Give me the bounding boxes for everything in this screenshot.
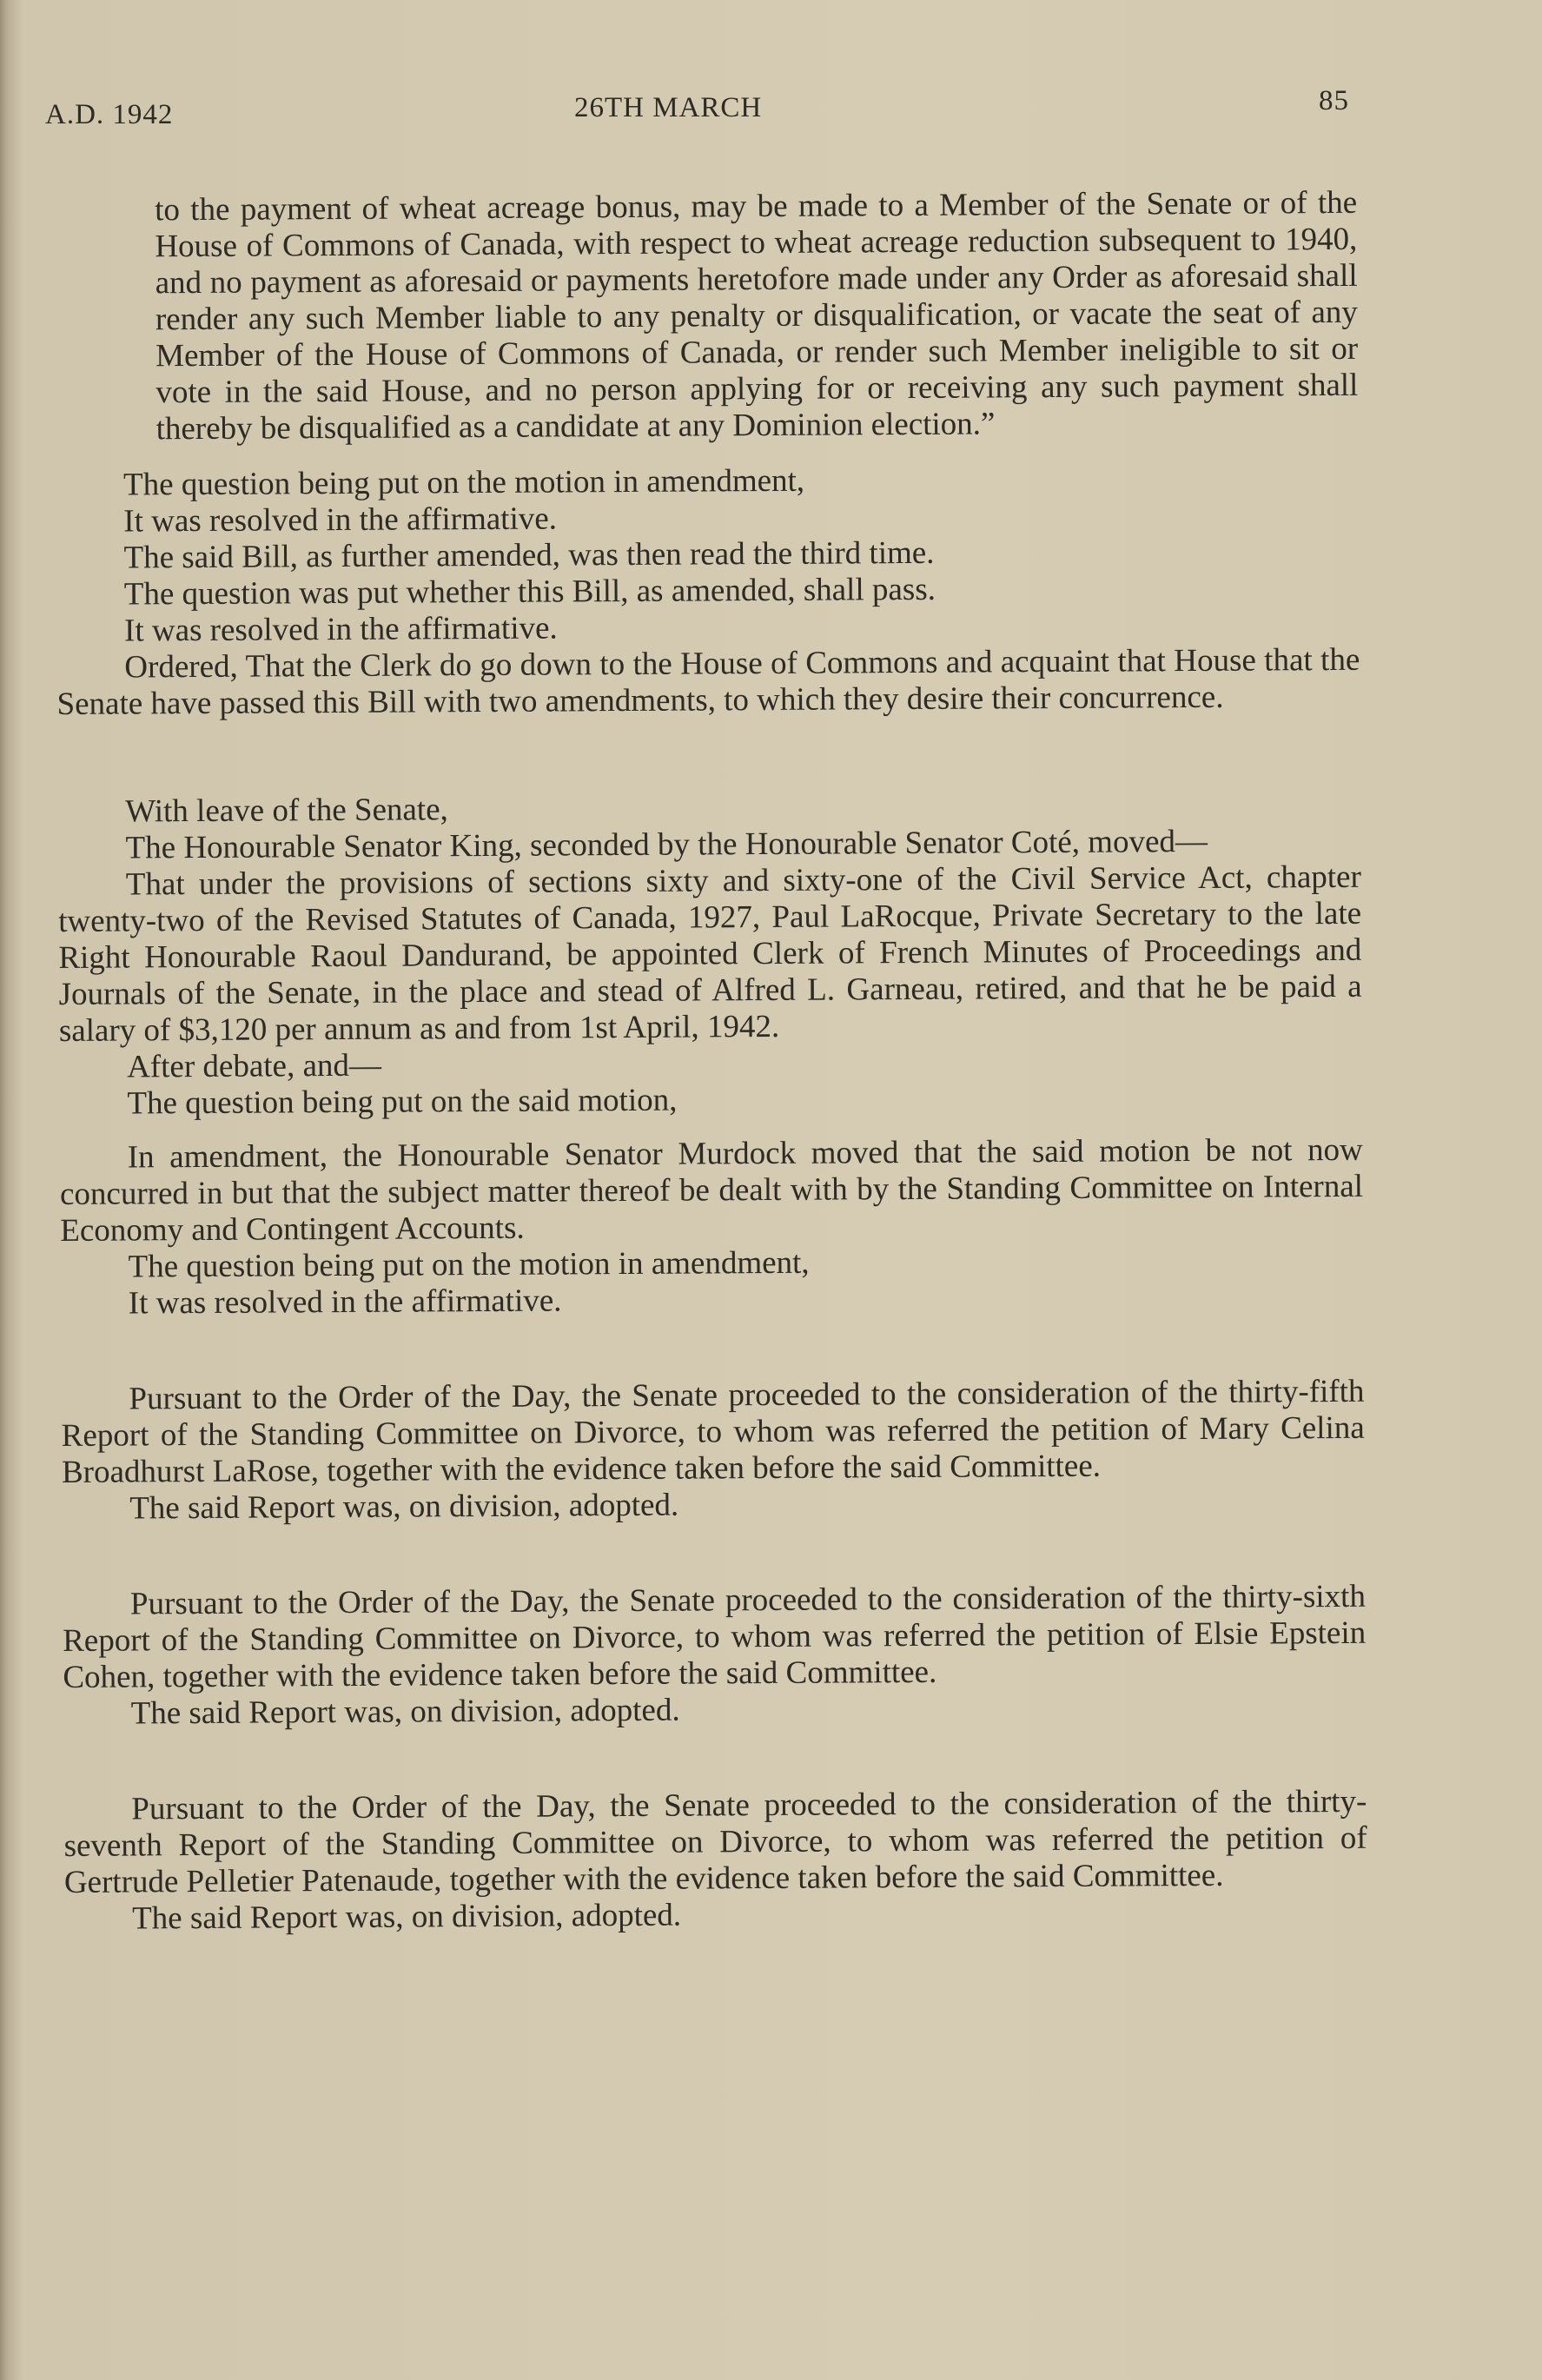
motion-paragraph: That under the provisions of sections sixty and sixty-one of the Civil Service Act, chapter twenty-two of the Revised Statutes of Canada, 1927, Paul LaRocque, Private Secretary to the late Right Honourable Raoul Dandurand, be appointed Clerk of French Minutes of Proceedings and Journals of the Senate, in the place and stead of Alfred L. Garneau, retired, and that he be paid a salary of $3,120 per annum as and from 1st April, 1942.	[57, 859, 1362, 1049]
body-line: It was resolved in the affirmative.	[128, 1283, 562, 1322]
body-line: The question being put on the motion in amendment,	[128, 1244, 810, 1285]
body-line: The said Report was, on division, adopted.	[130, 1692, 680, 1732]
page-body	[54, 185, 1367, 1938]
body-paragraph: The Honourable Senator King, seconded by the Honourable Senator Coté, moved—	[125, 823, 1208, 866]
quoted-clause: to the payment of wheat acreage bonus, may be made to a Member of the Senate or of the House of Commons of Canada, with respect to wheat acreage reduction subsequent to 1940, and no payment as aforesaid or payments heretofore made under any Order as aforesaid shall render any such Member liable to any penalty or disqualification, or vacate the seat of any Member of the House of Commons of Canada, or render such Member ineligible to sit or vote in the said House, and no person applying for or receiving any such payment shall thereby be disqualified as a candidate at any Dominion election.”	[154, 184, 1359, 447]
body-line: The said Report was, on division, adopted.	[129, 1487, 679, 1527]
body-paragraph: In amendment, the Honourable Senator Murdock moved that the said motion be not now concurred in but that the subject matter thereof be dealt with by the Standing Committee on Internal Economy and Contingent Accounts.	[59, 1131, 1364, 1249]
body-paragraph: Pursuant to the Order of the Day, the Senate proceeded to the consideration of the thirty-fifth Report of the Standing Committee on Divorce, to whom was referred the petition of Mary Celina Broadhurst LaRose, together with the evidence taken before the said Committee.	[61, 1373, 1365, 1490]
page-number: 85	[1319, 85, 1349, 116]
body-line: The question was put whether this Bill, as amended, shall pass.	[123, 571, 936, 613]
body-line: The said Bill, as further amended, was then read the third time.	[123, 534, 935, 576]
body-line: The said Report was, on division, adopted.	[132, 1897, 682, 1937]
header-date: 26TH MARCH	[574, 92, 763, 123]
body-line: After debate, and—	[127, 1047, 382, 1085]
body-line: The question being put on the motion in amendment,	[122, 462, 805, 503]
header-year: A.D. 1942	[45, 99, 174, 130]
body-line: It was resolved in the affirmative.	[123, 501, 558, 540]
body-line: The question being put on the said motion,	[127, 1082, 678, 1122]
body-line: With leave of the Senate,	[125, 792, 448, 830]
body-paragraph: Pursuant to the Order of the Day, the Senate proceeded to the consideration of the thirty-seventh Report of the Standing Committee on Divorce, to whom was referred the petition of Gertrude Pelletier Patenaude, together with the evidence taken before the said Committee.	[63, 1783, 1367, 1900]
page-header	[45, 85, 1349, 137]
body-line: It was resolved in the affirmative.	[123, 610, 558, 649]
body-paragraph: Pursuant to the Order of the Day, the Senate proceeded to the consideration of the thirty-sixth Report of the Standing Committee on Divorce, to whom was referred the petition of Elsie Epstein Cohen, together with the evidence taken before the said Committee.	[63, 1578, 1367, 1695]
body-paragraph: Ordered, That the Clerk do go down to the House of Commons and acquaint that House that the Senate have passed this Bill with two amendments, to which they desire their concurrence.	[56, 641, 1360, 722]
